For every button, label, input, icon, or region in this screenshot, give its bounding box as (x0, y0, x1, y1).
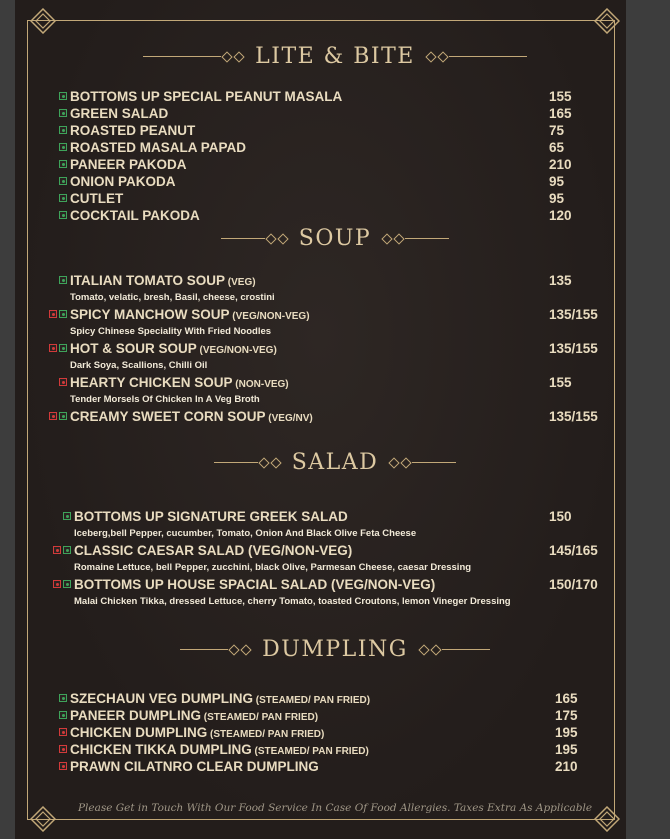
heading-ornament (418, 646, 490, 654)
heading-ornament (180, 646, 252, 654)
item-price: 135/155 (549, 409, 598, 424)
item-name-text: PRAWN CILATNRO CLEAR DUMPLING (70, 759, 319, 774)
item-name (74, 509, 348, 524)
nonveg-mark-icon (59, 378, 67, 386)
item-description: Tomato, velatic, bresh, Basil, cheese, crostini (70, 292, 275, 303)
veg-mark-icon (59, 344, 67, 352)
menu-item (0, 106, 670, 123)
item-name (74, 543, 352, 558)
menu-item (0, 509, 670, 526)
item-name (70, 174, 176, 189)
item-type-tag: (VEG/NV) (265, 413, 313, 424)
item-name (70, 742, 369, 757)
item-name-text: CLASSIC CAESAR SALAD (VEG/NON-VEG) (74, 543, 353, 558)
item-price: 210 (555, 759, 578, 774)
item-price: 195 (555, 742, 578, 757)
diet-marks (59, 92, 67, 100)
diamond-icon (389, 457, 400, 468)
menu-item (0, 140, 670, 157)
item-type-tag: (STEAMED/ PAN FRIED) (207, 729, 325, 740)
ornament-line (449, 56, 527, 58)
section-title: LITE & BITE (255, 44, 415, 69)
menu-item (0, 174, 670, 191)
menu-item (0, 273, 670, 290)
nonveg-mark-icon (53, 546, 61, 554)
item-name-text: CHICKEN DUMPLING (70, 725, 208, 740)
menu-item (0, 157, 670, 174)
diamond-icon (430, 644, 441, 655)
diamond-icon (221, 51, 232, 62)
menu-item (0, 759, 670, 776)
item-name (70, 691, 370, 706)
item-price: 75 (549, 123, 565, 138)
allergy-note: Please Get in Touch With Our Food Service In Case Of Food Allergies. Taxes Extra As Applicable (77, 802, 593, 814)
item-name (70, 89, 342, 104)
diet-marks (59, 194, 67, 202)
diamond-icon (241, 644, 252, 655)
diet-marks (59, 143, 67, 151)
item-price: 210 (549, 157, 572, 172)
corner-ornament-icon (30, 8, 56, 34)
nonveg-mark-icon (59, 745, 67, 753)
item-name (70, 375, 289, 390)
menu-item (0, 341, 670, 358)
diet-marks (59, 378, 67, 386)
diet-marks (59, 762, 67, 770)
ornament-line (442, 649, 490, 651)
item-price: 155 (549, 89, 572, 104)
diet-marks (53, 580, 71, 588)
section-heading (0, 44, 670, 69)
item-name-text: BOTTOMS UP HOUSE SPACIAL SALAD (VEG/NON-VEG) (74, 577, 436, 592)
item-type-tag: (VEG) (225, 277, 256, 288)
diamond-icon (258, 457, 269, 468)
veg-mark-icon (59, 126, 67, 134)
item-price: 135/155 (549, 307, 598, 322)
diamond-icon (425, 51, 436, 62)
item-price: 165 (555, 691, 578, 706)
diamond-icon (265, 233, 276, 244)
item-name-text: CUTLET (70, 191, 124, 206)
item-price: 135/155 (549, 341, 598, 356)
item-name-text: PANEER PAKODA (70, 157, 187, 172)
veg-mark-icon (59, 276, 67, 284)
veg-mark-icon (59, 143, 67, 151)
diet-marks (59, 160, 67, 168)
item-price: 135 (549, 273, 572, 288)
item-type-tag: (VEG/NON-VEG) (196, 345, 277, 356)
veg-mark-icon (59, 92, 67, 100)
section-title: SOUP (298, 226, 372, 251)
veg-mark-icon (59, 194, 67, 202)
item-type-tag: (STEAMED/ PAN FRIED) (201, 712, 319, 723)
diet-marks (59, 211, 67, 219)
diet-marks (59, 711, 67, 719)
menu-item (0, 742, 670, 759)
ornament-line (143, 56, 221, 58)
menu-item (0, 409, 670, 426)
diet-marks (49, 412, 67, 420)
menu-item (0, 307, 670, 324)
item-name-text: HOT & SOUR SOUP (70, 341, 197, 356)
item-name-text: ROASTED MASALA PAPAD (70, 140, 247, 155)
ornament-line (412, 462, 456, 464)
diet-marks (63, 512, 71, 520)
diamond-icon (233, 51, 244, 62)
item-price: 150 (549, 509, 572, 524)
diet-marks (49, 310, 67, 318)
menu-item (0, 708, 670, 725)
item-price: 95 (549, 174, 565, 189)
heading-ornament (388, 459, 456, 467)
menu-item (0, 691, 670, 708)
diamond-icon (229, 644, 240, 655)
item-name (70, 725, 324, 740)
item-name-text: ITALIAN TOMATO SOUP (70, 273, 225, 288)
item-name-text: SZECHAUN VEG DUMPLING (70, 691, 254, 706)
veg-mark-icon (63, 512, 71, 520)
nonveg-mark-icon (49, 310, 57, 318)
item-price: 95 (549, 191, 565, 206)
corner-ornament-icon (594, 8, 620, 34)
item-name-text: HEARTY CHICKEN SOUP (70, 375, 233, 390)
section-heading (0, 450, 670, 475)
item-name-text: CHICKEN TIKKA DUMPLING (70, 742, 252, 757)
item-name-text: BOTTOMS UP SPECIAL PEANUT MASALA (70, 89, 343, 104)
diamond-icon (270, 457, 281, 468)
diet-marks (59, 126, 67, 134)
section-heading (0, 226, 670, 251)
item-name (70, 273, 256, 288)
item-price: 150/170 (549, 577, 598, 592)
veg-mark-icon (63, 580, 71, 588)
veg-mark-icon (59, 310, 67, 318)
item-price: 145/165 (549, 543, 598, 558)
diamond-icon (437, 51, 448, 62)
item-name (70, 106, 168, 121)
veg-mark-icon (59, 177, 67, 185)
heading-ornament (425, 53, 527, 61)
veg-mark-icon (59, 694, 67, 702)
item-price: 120 (549, 208, 572, 223)
menu-item (0, 577, 670, 594)
item-type-tag: (STEAMED/ PAN FRIED) (251, 746, 369, 757)
diamond-icon (418, 644, 429, 655)
item-name-text: ONION PAKODA (70, 174, 176, 189)
item-name (70, 123, 195, 138)
menu-item (0, 375, 670, 392)
item-name-text: BOTTOMS UP SIGNATURE GREEK SALAD (74, 509, 348, 524)
ornament-line (180, 649, 228, 651)
heading-ornament (214, 459, 282, 467)
section-title: SALAD (291, 450, 379, 475)
heading-ornament (381, 235, 449, 243)
item-price: 175 (555, 708, 578, 723)
item-price: 65 (549, 140, 565, 155)
heading-ornament (143, 53, 245, 61)
nonveg-mark-icon (49, 344, 57, 352)
diet-marks (49, 344, 67, 352)
item-type-tag: (NON-VEG) (232, 379, 289, 390)
heading-ornament (221, 235, 289, 243)
ornament-line (221, 238, 265, 240)
item-description: Romaine Lettuce, bell Pepper, zucchini, black Olive, Parmesan Cheese, caesar Dressing (74, 562, 472, 573)
diet-marks (59, 728, 67, 736)
item-name (70, 191, 123, 206)
diamond-icon (401, 457, 412, 468)
item-name-text: CREAMY SWEET CORN SOUP (70, 409, 266, 424)
item-name-text: COCKTAIL PAKODA (70, 208, 200, 223)
item-type-tag: (VEG/NON-VEG) (229, 311, 310, 322)
item-name (70, 208, 200, 223)
section-title: DUMPLING (262, 637, 408, 662)
menu-item (0, 208, 670, 225)
veg-mark-icon (59, 711, 67, 719)
veg-mark-icon (59, 160, 67, 168)
veg-mark-icon (59, 109, 67, 117)
item-type-tag: (STEAMED/ PAN FRIED) (253, 695, 371, 706)
item-name (70, 140, 246, 155)
diet-marks (59, 177, 67, 185)
item-name (70, 708, 318, 723)
diamond-icon (277, 233, 288, 244)
nonveg-mark-icon (59, 728, 67, 736)
item-name (70, 341, 277, 356)
nonveg-mark-icon (59, 762, 67, 770)
item-price: 155 (549, 375, 572, 390)
ornament-line (405, 238, 449, 240)
item-description: Dark Soya, Scallions, Chilli Oil (70, 360, 208, 371)
menu-item (0, 89, 670, 106)
item-name-text: ROASTED PEANUT (70, 123, 196, 138)
veg-mark-icon (59, 211, 67, 219)
item-description: Tender Morsels Of Chicken In A Veg Broth (70, 394, 260, 405)
veg-mark-icon (59, 412, 67, 420)
item-name (74, 577, 435, 592)
diet-marks (59, 276, 67, 284)
veg-mark-icon (63, 546, 71, 554)
ornament-line (214, 462, 258, 464)
item-name (70, 157, 187, 172)
item-price: 165 (549, 106, 572, 121)
item-description: Malai Chicken Tikka, dressed Lettuce, cherry Tomato, toasted Croutons, lemon Vineger Dressing (74, 596, 511, 607)
item-description: Iceberg,bell Pepper, cucumber, Tomato, Onion And Black Olive Feta Cheese (74, 528, 417, 539)
item-description: Spicy Chinese Speciality With Fried Noodles (70, 326, 272, 337)
menu-item (0, 725, 670, 742)
item-name (70, 759, 319, 774)
nonveg-mark-icon (49, 412, 57, 420)
diet-marks (59, 745, 67, 753)
diet-marks (59, 109, 67, 117)
menu-item (0, 191, 670, 208)
item-name-text: SPICY MANCHOW SOUP (70, 307, 230, 322)
item-price: 195 (555, 725, 578, 740)
diamond-icon (382, 233, 393, 244)
menu-item (0, 543, 670, 560)
nonveg-mark-icon (53, 580, 61, 588)
item-name (70, 409, 313, 424)
diet-marks (59, 694, 67, 702)
menu-item (0, 123, 670, 140)
item-name-text: GREEN SALAD (70, 106, 169, 121)
item-name (70, 307, 310, 322)
diamond-icon (394, 233, 405, 244)
diet-marks (53, 546, 71, 554)
item-name-text: PANEER DUMPLING (70, 708, 202, 723)
section-heading (0, 637, 670, 662)
